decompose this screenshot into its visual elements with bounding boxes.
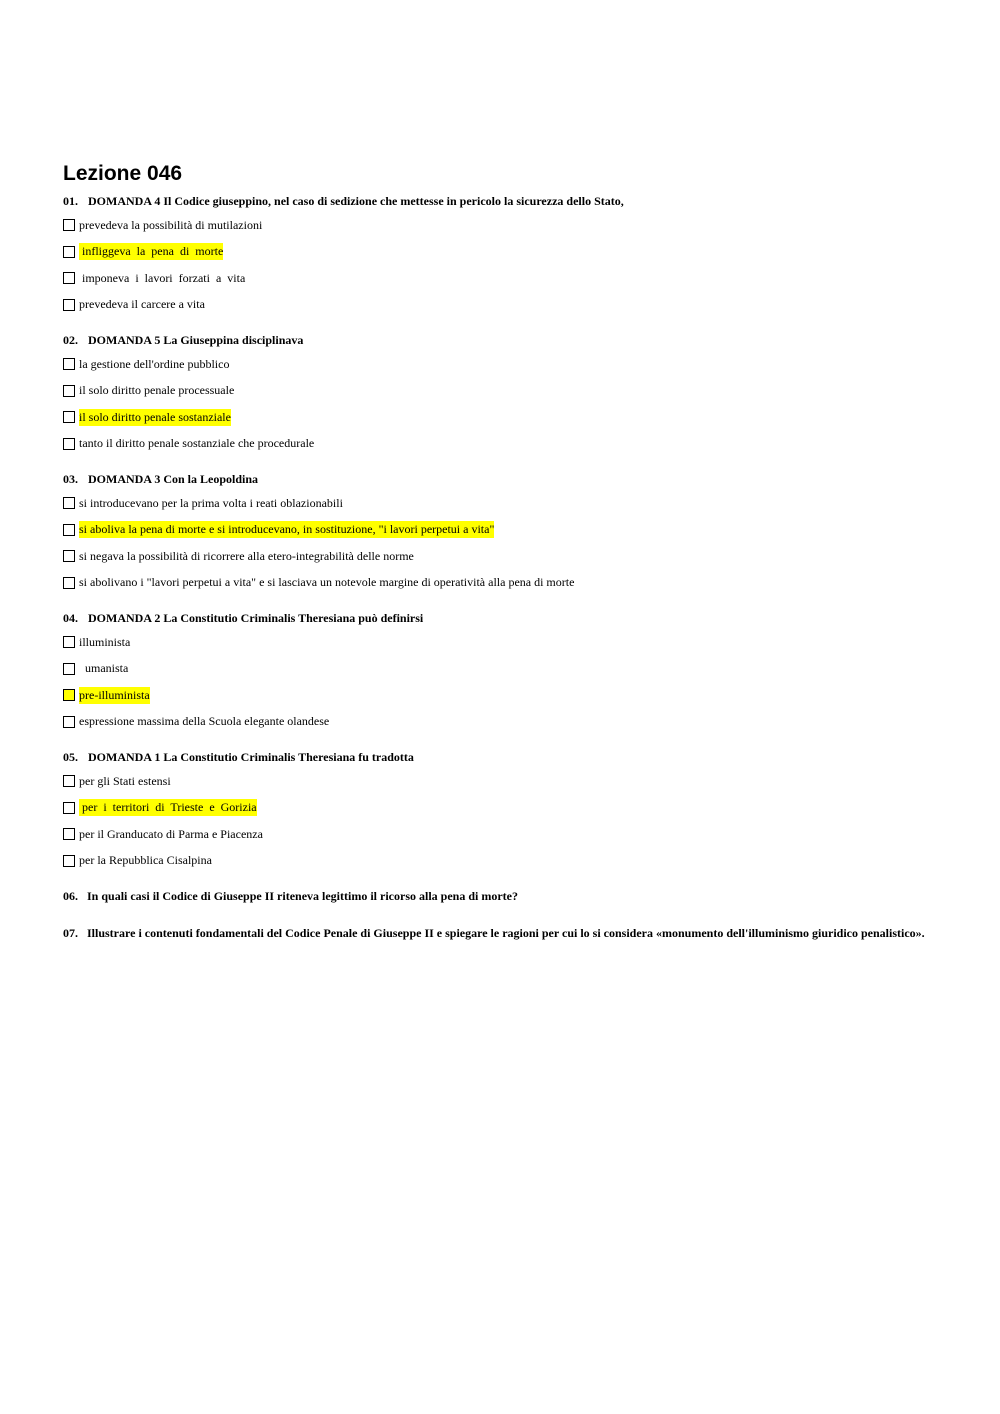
answer-option[interactable] [63, 517, 943, 544]
answer-option[interactable] [63, 848, 943, 875]
checkbox[interactable] [63, 828, 75, 840]
checkbox[interactable] [63, 577, 75, 589]
answer-options [63, 629, 943, 735]
page-title: Lezione 046 [63, 162, 183, 185]
answer-option[interactable] [63, 768, 943, 795]
answer-options [63, 768, 943, 874]
question-text: DOMANDA 1 La Constitutio Criminalis Theresiana fu tradotta [88, 750, 414, 764]
answer-label-highlighted: si aboliva la pena di morte e si introducevano, in sostituzione, "i lavori perpetui a vita" [79, 522, 495, 537]
answer-option[interactable] [63, 709, 943, 736]
answer-label: si introducevano per la prima volta i reati oblazionabili [79, 495, 343, 510]
answer-label: per gli Stati estensi [79, 773, 171, 788]
checkbox[interactable] [63, 272, 75, 284]
checkbox[interactable] [63, 385, 75, 397]
question-text: Illustrare i contenuti fondamentali del Codice Penale di Giuseppe II e spiegare le ragioni per cui lo si considera «monumento dell'illuminismo giuridico penalistico». [87, 926, 925, 940]
answer-option[interactable] [63, 378, 943, 405]
question-text: DOMANDA 3 Con la Leopoldina [88, 472, 259, 486]
multiple-choice-questions [63, 194, 943, 874]
answer-option[interactable] [63, 821, 943, 848]
question-text: DOMANDA 4 Il Codice giuseppino, nel caso di sedizione che mettesse in pericolo la sicurezza dello Stato, [88, 194, 624, 208]
answer-option[interactable] [63, 431, 943, 458]
answer-label: imponeva i lavori forzati a vita [79, 270, 246, 285]
question-text: In quali casi il Codice di Giuseppe II riteneva legittimo il ricorso alla pena di morte? [87, 889, 518, 903]
answer-option[interactable] [63, 682, 943, 709]
checkbox[interactable] [63, 802, 75, 814]
question-number: 01. [63, 194, 78, 208]
answer-label: si negava la possibilità di ricorrere alla etero-integrabilità delle norme [79, 548, 414, 563]
question-number: 03. [63, 472, 78, 486]
question-block [63, 472, 943, 596]
checkbox[interactable] [63, 855, 75, 867]
question-number: 06. [63, 889, 78, 903]
open-question [63, 926, 943, 941]
answer-option[interactable] [63, 490, 943, 517]
checkbox[interactable] [63, 246, 75, 258]
question-block [63, 611, 943, 735]
checkbox[interactable] [63, 550, 75, 562]
answer-label-highlighted: infliggeva la pena di morte [79, 244, 224, 259]
checkbox[interactable] [63, 438, 75, 450]
checkbox[interactable] [63, 411, 75, 423]
answer-label: per la Repubblica Cisalpina [79, 853, 212, 868]
answer-options [63, 490, 943, 596]
question-heading [63, 333, 943, 348]
answer-option[interactable] [63, 570, 943, 597]
answer-label-highlighted: il solo diritto penale sostanziale [79, 409, 231, 424]
checkbox[interactable] [63, 524, 75, 536]
answer-label-highlighted: per i territori di Trieste e Gorizia [79, 800, 257, 815]
answer-label: per il Granducato di Parma e Piacenza [79, 826, 263, 841]
checkbox[interactable] [63, 716, 75, 728]
checkbox[interactable] [63, 636, 75, 648]
question-heading [63, 750, 943, 765]
checkbox[interactable] [63, 219, 75, 231]
question-block [63, 194, 943, 318]
question-block [63, 750, 943, 874]
answer-label: umanista [79, 661, 129, 676]
answer-option[interactable] [63, 292, 943, 319]
checkbox[interactable] [63, 497, 75, 509]
checkbox[interactable] [63, 775, 75, 787]
answer-option[interactable] [63, 795, 943, 822]
question-number: 02. [63, 333, 78, 347]
checkbox[interactable] [63, 663, 75, 675]
question-text: DOMANDA 2 La Constitutio Criminalis Theresiana può definirsi [88, 611, 424, 625]
question-text: DOMANDA 5 La Giuseppina disciplinava [88, 333, 304, 347]
checkbox[interactable] [63, 299, 75, 311]
answer-option[interactable] [63, 404, 943, 431]
answer-label: il solo diritto penale processuale [79, 383, 235, 398]
answer-option[interactable] [63, 656, 943, 683]
answer-label: la gestione dell'ordine pubblico [79, 356, 230, 371]
document-page [63, 160, 943, 956]
open-question [63, 889, 943, 904]
answer-label: prevedeva la possibilità di mutilazioni [79, 217, 263, 232]
question-heading [63, 889, 943, 904]
question-heading [63, 472, 943, 487]
question-heading [63, 926, 943, 941]
answer-option[interactable] [63, 543, 943, 570]
answer-label: illuminista [79, 634, 131, 649]
question-number: 05. [63, 750, 78, 764]
answer-option[interactable] [63, 212, 943, 239]
checkbox[interactable] [63, 689, 75, 701]
answer-option[interactable] [63, 265, 943, 292]
question-block [63, 333, 943, 457]
answer-label: prevedeva il carcere a vita [79, 297, 205, 312]
answer-label: si abolivano i "lavori perpetui a vita" e si lasciava un notevole margine di operatività alla pena di morte [79, 575, 575, 590]
answer-options [63, 212, 943, 318]
answer-label-highlighted: pre-illuminista [79, 687, 150, 702]
answer-option[interactable] [63, 239, 943, 266]
answer-option[interactable] [63, 629, 943, 656]
answer-option[interactable] [63, 351, 943, 378]
answer-label: espressione massima della Scuola elegante olandese [79, 714, 330, 729]
question-number: 04. [63, 611, 78, 625]
question-heading [63, 611, 943, 626]
answer-options [63, 351, 943, 457]
question-heading [63, 194, 943, 209]
question-number: 07. [63, 926, 78, 940]
checkbox[interactable] [63, 358, 75, 370]
answer-label: tanto il diritto penale sostanziale che procedurale [79, 436, 315, 451]
